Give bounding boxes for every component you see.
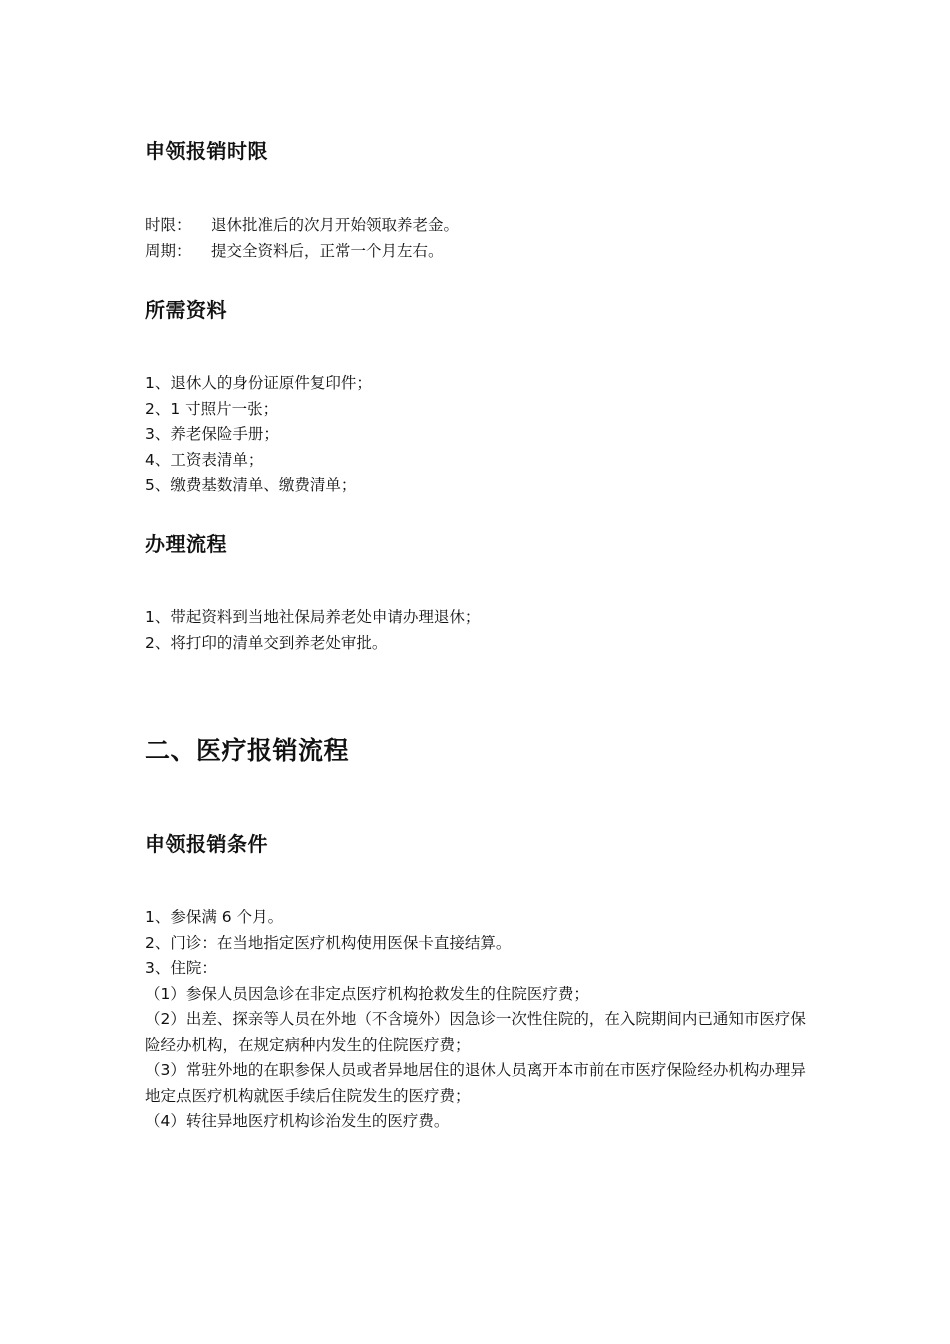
period-row (145, 239, 815, 265)
period-value: 提交全资料后，正常一个月左右。 (211, 241, 444, 260)
list-item: 1、参保满 6 个月。 (145, 908, 284, 926)
time-limit-block (145, 213, 815, 264)
list-item: （1）参保人员因急诊在非定点医疗机构抢救发生的住院医疗费； (145, 984, 589, 1003)
list-item: 3、养老保险手册； (145, 425, 279, 443)
section-heading-procedure: 办理流程 (145, 532, 227, 556)
chapter-title-medical: 二、医疗报销流程 (145, 736, 350, 765)
list-item: 1、带起资料到当地社保局养老处申请办理退休； (145, 608, 481, 626)
time-limit-key: 时限： (145, 216, 192, 234)
section-heading-conditions: 申领报销条件 (145, 832, 268, 856)
section-heading-materials: 所需资料 (145, 298, 227, 322)
time-limit-row (145, 213, 815, 239)
list-item: 3、住院： (145, 959, 217, 977)
list-item: 2、将打印的清单交到养老处审批。 (145, 633, 388, 652)
conditions-list (145, 905, 815, 1135)
document-page (145, 0, 825, 1344)
time-limit-value: 退休批准后的次月开始领取养老金。 (211, 216, 460, 234)
list-item: （2）出差、探亲等人员在外地（不含境外）因急诊一次性住院的，在入院期间内已通知市医疗保险经办机构，在规定病种内发生的住院医疗费； (145, 1010, 806, 1054)
procedure-list (145, 605, 815, 656)
list-item: 5、缴费基数清单、缴费清单； (145, 476, 357, 494)
list-item: （3）常驻外地的在职参保人员或者异地居住的退休人员离开本市前在市医疗保险经办机构办理异地定点医疗机构就医手续后住院发生的医疗费； (145, 1061, 806, 1105)
period-key: 周期： (145, 241, 192, 260)
materials-list (145, 371, 815, 499)
list-item: 1、退休人的身份证原件复印件； (145, 374, 372, 392)
list-item: 4、工资表清单； (145, 450, 264, 469)
section-heading-time-limit: 申领报销时限 (145, 139, 268, 163)
list-item: （4）转往异地医疗机构诊治发生的医疗费。 (145, 1112, 450, 1130)
list-item: 2、门诊：在当地指定医疗机构使用医保卡直接结算。 (145, 933, 512, 952)
list-item: 2、1 寸照片一张； (145, 399, 279, 418)
